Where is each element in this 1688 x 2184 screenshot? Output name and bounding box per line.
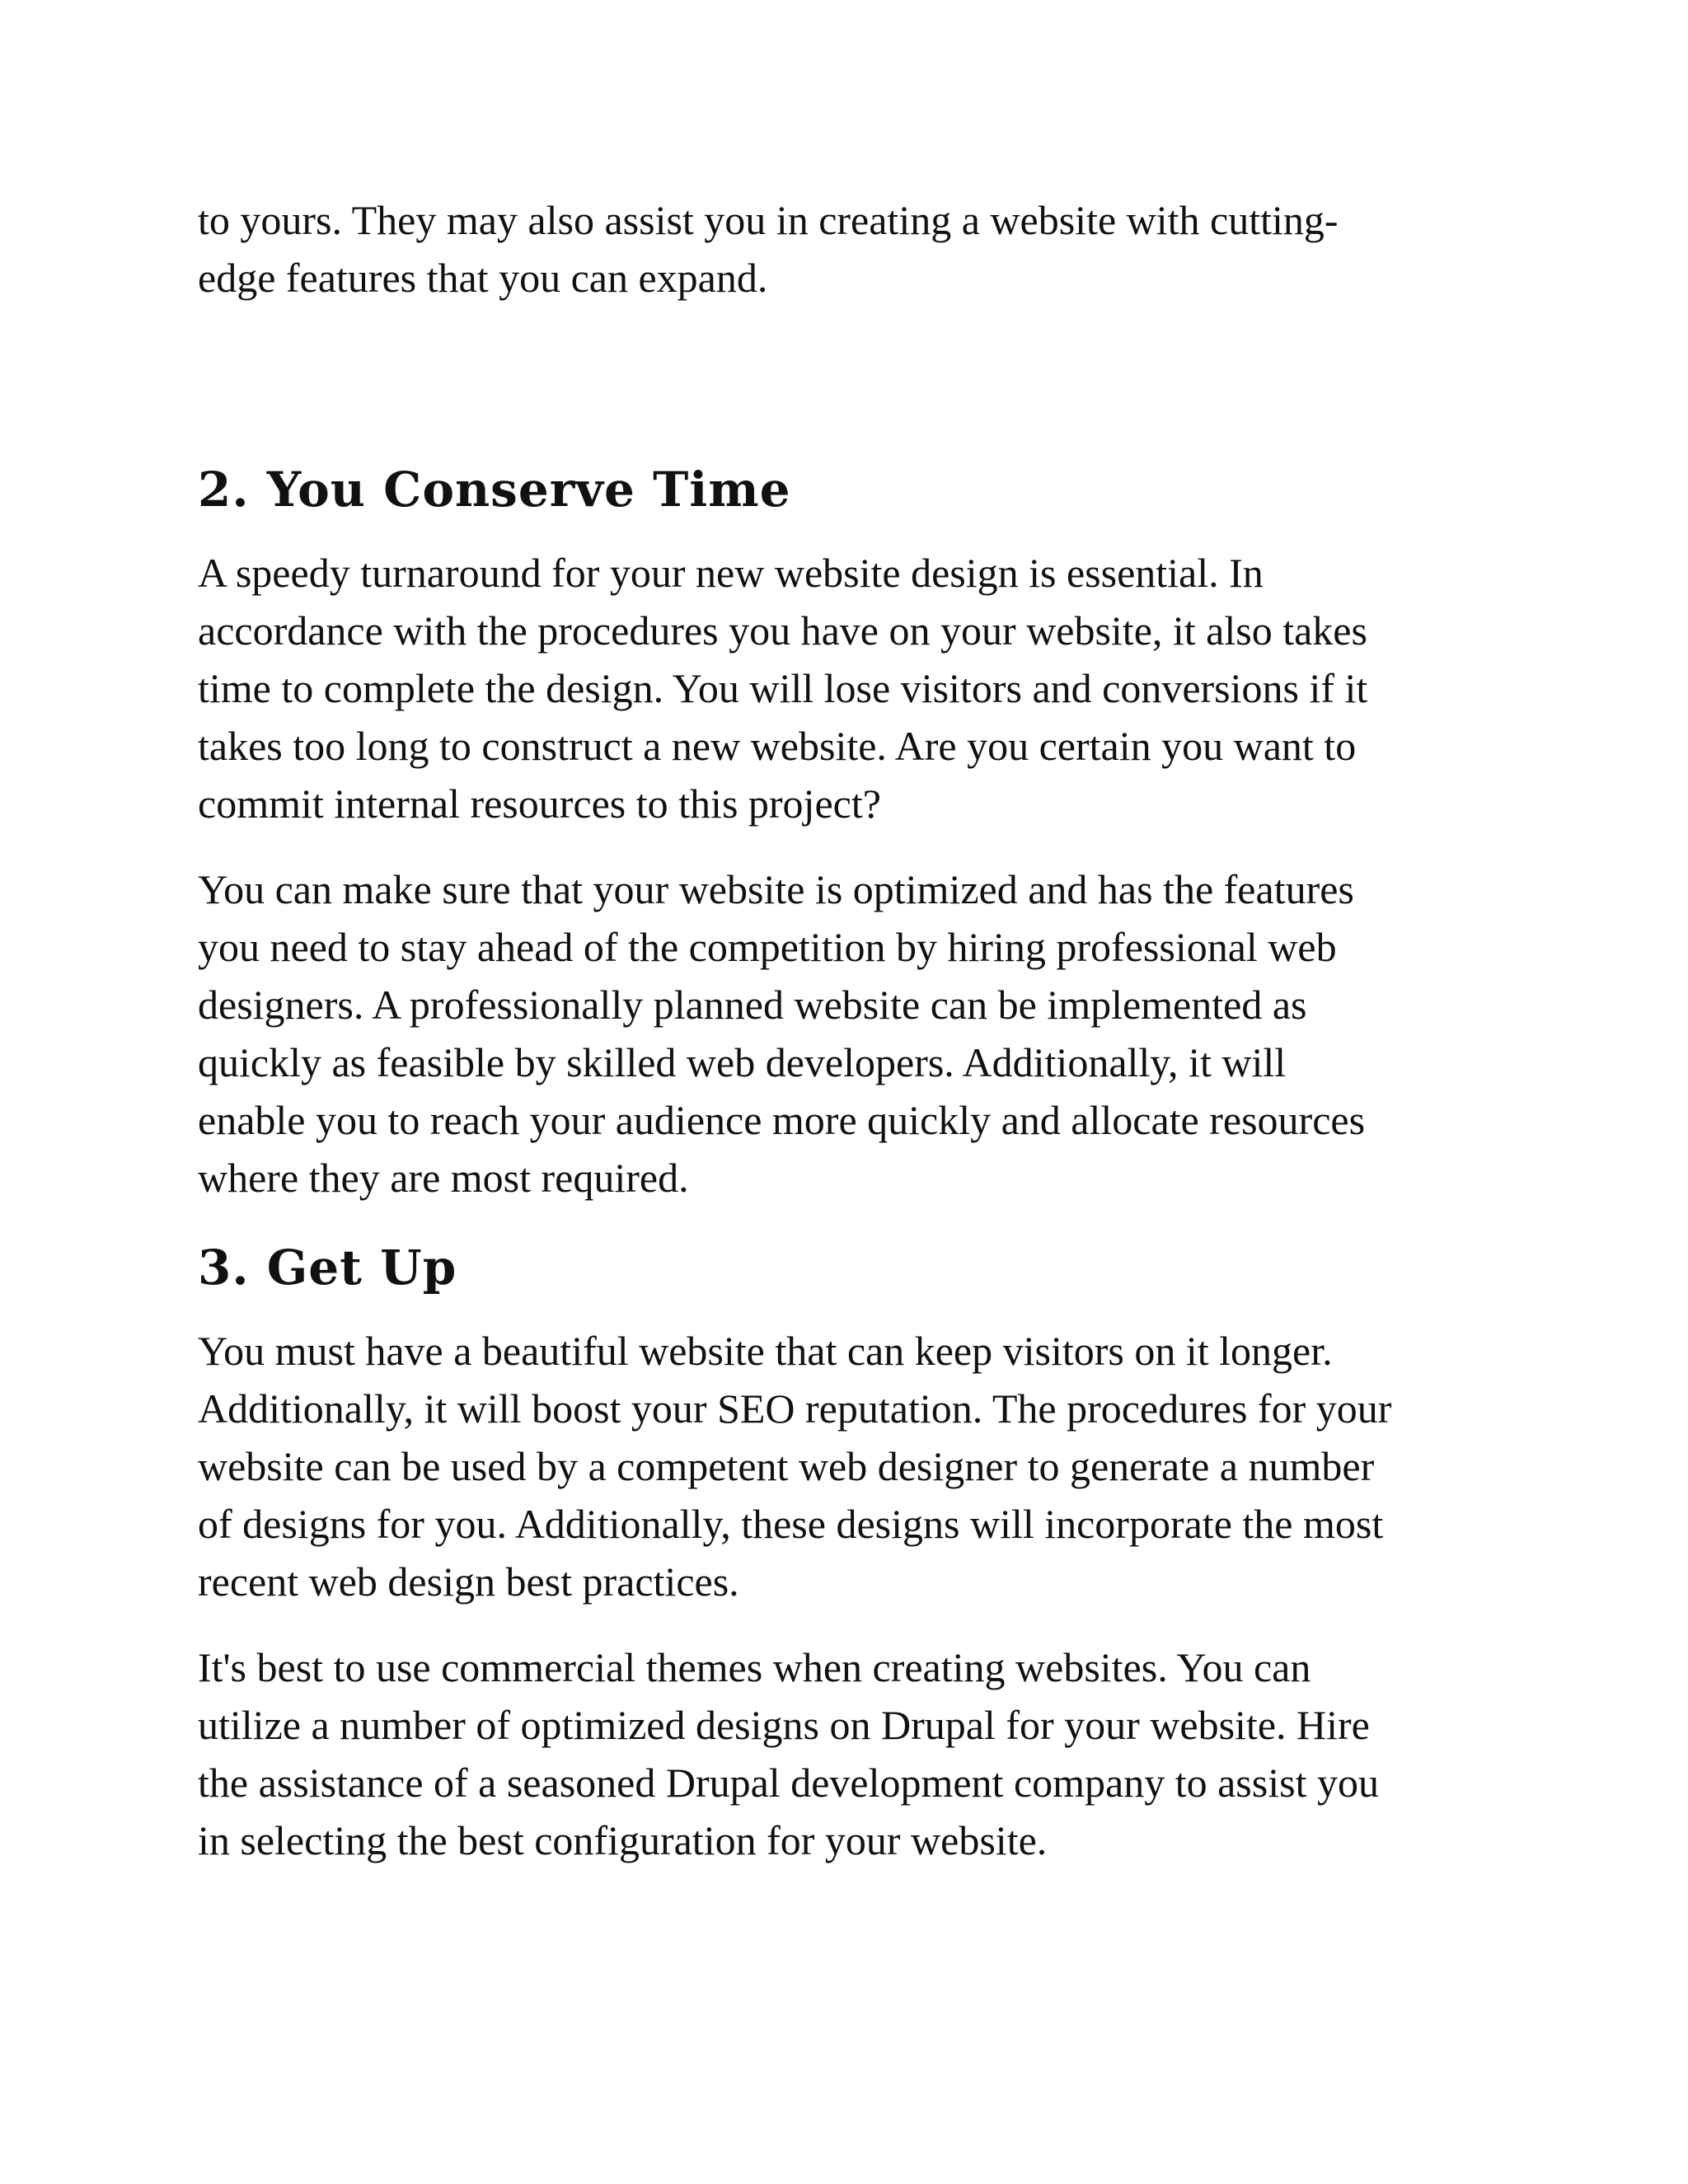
intro-line: edge features that you can expand. xyxy=(198,255,768,301)
paragraph-line: enable you to reach your audience more quickly and allocate resources xyxy=(198,1097,1366,1143)
section-2-heading: 2. You Conserve Time xyxy=(198,462,791,518)
paragraph-line: commit internal resources to this project? xyxy=(198,780,881,827)
paragraph-line: quickly as feasible by skilled web developers. Additionally, it will xyxy=(198,1039,1287,1085)
paragraph-line: in selecting the best configuration for your website. xyxy=(198,1817,1048,1863)
intro-paragraph xyxy=(198,191,1484,307)
section-2-paragraph-1 xyxy=(198,544,1484,832)
section-spacer xyxy=(198,335,1484,457)
paragraph-line: where they are most required. xyxy=(198,1155,689,1201)
paragraph-line: takes too long to construct a new website. Are you certain you want to xyxy=(198,723,1357,769)
paragraph-line: You can make sure that your website is optimized and has the features xyxy=(198,866,1354,912)
paragraph-line: time to complete the design. You will lose visitors and conversions if it xyxy=(198,665,1368,711)
document-content xyxy=(198,191,1484,1897)
paragraph-line: A speedy turnaround for your new website design is essential. In xyxy=(198,550,1264,596)
paragraph-line: the assistance of a seasoned Drupal development company to assist you xyxy=(198,1760,1379,1806)
section-2-paragraph-2 xyxy=(198,860,1484,1207)
paragraph-line: You must have a beautiful website that can keep visitors on it longer. xyxy=(198,1328,1333,1374)
paragraph-line: you need to stay ahead of the competition by hiring professional web xyxy=(198,924,1337,970)
section-3-paragraph-1 xyxy=(198,1322,1484,1610)
paragraph-line: of designs for you. Additionally, these designs will incorporate the most xyxy=(198,1501,1384,1547)
paragraph-line: designers. A professionally planned website can be implemented as xyxy=(198,982,1307,1028)
section-3-heading: 3. Get Up xyxy=(198,1240,457,1296)
section-3-paragraph-2 xyxy=(198,1638,1484,1869)
paragraph-line: Additionally, it will boost your SEO reputation. The procedures for your xyxy=(198,1385,1392,1432)
paragraph-line: recent web design best practices. xyxy=(198,1558,739,1605)
paragraph-line: accordance with the procedures you have on your website, it also takes xyxy=(198,607,1367,654)
paragraph-line: website can be used by a competent web designer to generate a number xyxy=(198,1443,1375,1489)
intro-line: to yours. They may also assist you in creating a website with cutting- xyxy=(198,197,1339,243)
paragraph-line: It's best to use commercial themes when creating websites. You can xyxy=(198,1644,1311,1690)
paragraph-line: utilize a number of optimized designs on Drupal for your website. Hire xyxy=(198,1702,1370,1748)
